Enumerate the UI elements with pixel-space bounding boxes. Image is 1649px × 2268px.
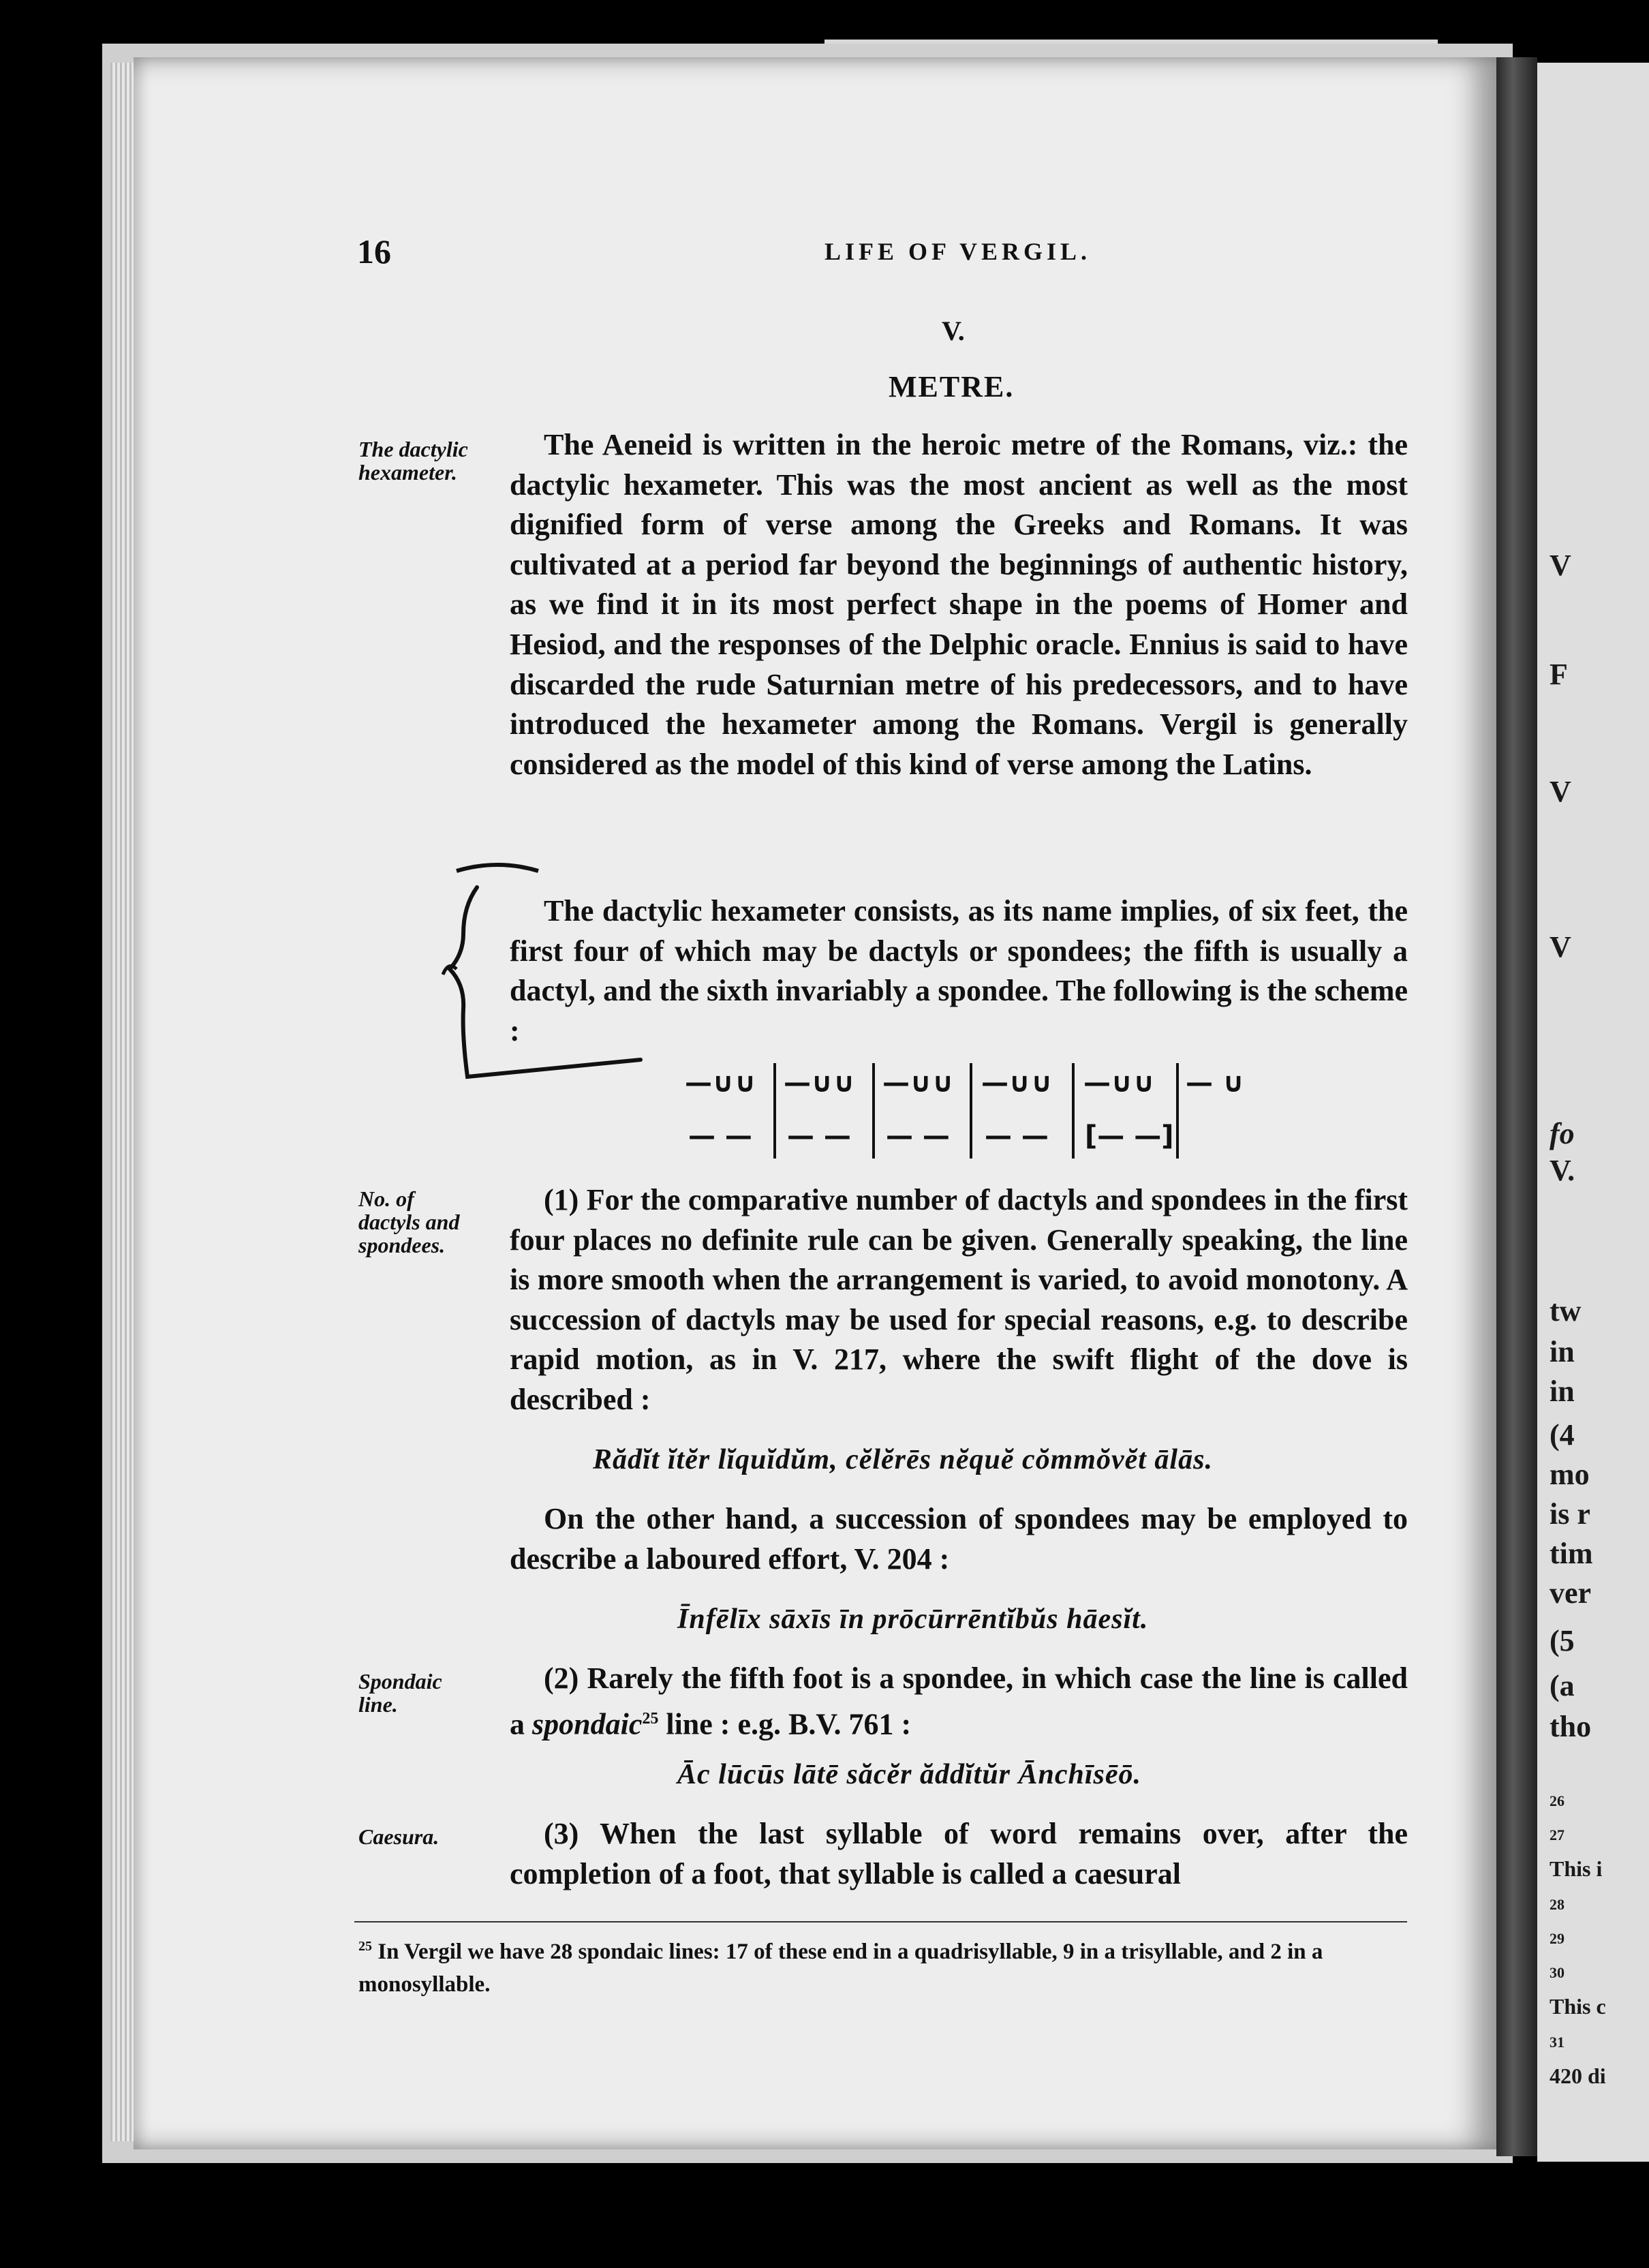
- facing-fragment: ver: [1550, 1576, 1592, 1610]
- paragraph-text: (1) For the comparative number of dactyls and spondees in the first four places no definite rule can be given. Generally speaking, the line is more smooth when the arrangement is varied, to avoid monotony. A succession of dactyls may be used for special reasons, e.g. to describe rapid motion, as in V. 217, where the swift flight of the dove is described :: [510, 1183, 1408, 1416]
- paragraph-dactyls: [510, 1180, 1408, 1420]
- side-note-dactylic-hexameter: [358, 438, 468, 484]
- verse-example-spondaic: Āc lūcūs lātē săcĕr ăddĭtŭr Ānchīsēō.: [677, 1759, 1142, 1790]
- handwritten-bracket-mark: [436, 845, 668, 1090]
- side-note-line: hexameter.: [358, 460, 457, 485]
- scheme-dactyl: —∪∪: [1083, 1067, 1155, 1099]
- facing-fragment: in: [1550, 1375, 1575, 1408]
- scheme-dactyl: —∪∪: [882, 1067, 954, 1099]
- facing-fragment: tho: [1550, 1710, 1592, 1743]
- facing-fragment: in: [1550, 1335, 1575, 1368]
- facing-fragment: V: [1550, 549, 1571, 582]
- paragraph-spondaic: [510, 1659, 1408, 1745]
- facing-fragment: mo: [1550, 1458, 1590, 1491]
- scheme-dactyl: —∪∪: [981, 1067, 1053, 1099]
- scheme-fifth-alternative: [— —]: [1085, 1120, 1174, 1152]
- footnote-text: In Vergil we have 28 spondaic lines: 17 of these end in a quadrisyllable, 9 in a trisyllable, and 2 in a monosyllable.: [358, 1940, 1323, 1997]
- footnote: [358, 1930, 1412, 2001]
- facing-fragment: fo: [1550, 1117, 1575, 1150]
- facing-fragment: V.: [1550, 1154, 1575, 1187]
- facing-fragment: F: [1550, 658, 1568, 691]
- facing-page-fragment: [1537, 63, 1649, 2162]
- term-spondaic: spondaic: [532, 1707, 643, 1741]
- paragraph-text: The Aeneid is written in the heroic metre of the Romans, viz.: the dactylic hexameter. This was the most ancient as well as the most dignified form of verse among the Greeks and Romans. It was cultivated at a period far beyond the beginnings of authentic history, as we find it in its most perfect shape in the poems of Homer and Hesiod, and the responses of the Delphic oracle. Ennius is said to have discarded the rude Saturnian metre of his predecessors, and to have introduced the hexameter among the Romans. Vergil is generally considered as the model of this kind of verse among the Latins.: [510, 428, 1408, 781]
- facing-fragment: V: [1550, 930, 1571, 964]
- side-note-spondaic-line: [358, 1670, 442, 1716]
- running-head: LIFE OF VERGIL.: [824, 238, 1092, 265]
- side-note-line: spondees.: [358, 1233, 446, 1257]
- facing-fragment: (5: [1550, 1624, 1575, 1657]
- page-number: 16: [357, 232, 391, 271]
- facing-fragment: tim: [1550, 1537, 1593, 1570]
- facing-fragment: tw: [1550, 1294, 1582, 1328]
- facing-fragment: (4: [1550, 1418, 1575, 1452]
- verse-example-spondees: Īnfēlīx sāxīs īn prōcūrrēntĭbŭs hāesĭt.: [677, 1604, 1149, 1635]
- facing-fragment: V: [1550, 775, 1571, 808]
- facing-fragment: 26: [1550, 1792, 1565, 1809]
- paragraph-intro: [510, 425, 1408, 784]
- facing-fragment: This i: [1550, 1856, 1603, 1881]
- scheme-sixth-foot: — ∪: [1186, 1067, 1245, 1099]
- paragraph-text: (3) When the last syllable of word remains over, after the completion of a foot, that syllable is called a caesural: [510, 1817, 1408, 1890]
- metrical-scheme: [681, 1056, 1261, 1176]
- facing-fragment: This c: [1550, 1994, 1606, 2019]
- facing-fragment: 31: [1550, 2034, 1565, 2051]
- footnote-reference: 25: [642, 1709, 659, 1728]
- paragraph-text: On the other hand, a succession of spondees may be employed to describe a laboured effort, V. 204 :: [510, 1502, 1408, 1576]
- scheme-spondee: — —: [886, 1120, 950, 1152]
- side-note-line: Caesura.: [358, 1824, 440, 1849]
- side-note-caesura: [358, 1825, 439, 1848]
- scheme-dactyl: —∪∪: [685, 1067, 756, 1099]
- section-number: V.: [942, 316, 965, 346]
- scheme-dactyl: —∪∪: [784, 1067, 855, 1099]
- side-note-dactyls-spondees: [358, 1187, 459, 1257]
- verse-example-dactyls: Rădĭt ĭtĕr lĭquĭdŭm, cĕlĕrēs nĕquĕ cŏmmŏvĕt ālās.: [593, 1444, 1213, 1475]
- scheme-diagram: [681, 1056, 1261, 1172]
- side-note-line: No. of: [358, 1186, 414, 1211]
- text-run: (2) Rarely the fifth foot is a spondee, in which case the line is called a: [510, 1661, 1408, 1741]
- scheme-spondee: — —: [985, 1120, 1049, 1152]
- scheme-spondee: — —: [787, 1120, 851, 1152]
- paragraph-caesura: [510, 1814, 1408, 1894]
- footnote-marker: 25: [358, 1939, 372, 1954]
- facing-fragment: 420 di: [1550, 2064, 1606, 2088]
- section-title: METRE.: [889, 370, 1015, 403]
- side-note-line: The dactylic: [358, 437, 468, 461]
- scheme-spondee: — —: [688, 1120, 752, 1152]
- paragraph-spondees: [510, 1499, 1408, 1579]
- facing-fragment: 29: [1550, 1930, 1565, 1947]
- facing-fragment: 27: [1550, 1826, 1565, 1843]
- page-stack-edges: [110, 63, 135, 2141]
- facing-fragment: 30: [1550, 1964, 1565, 1981]
- paragraph-text: [510, 1659, 1408, 1745]
- footnote-rule: [354, 1921, 1407, 1922]
- side-note-line: Spondaic: [358, 1669, 442, 1694]
- facing-fragment: is r: [1550, 1497, 1590, 1531]
- side-note-line: dactyls and: [358, 1210, 460, 1234]
- text-run: line : e.g. B.V. 761 :: [658, 1707, 912, 1741]
- book-gutter: [1496, 57, 1537, 2156]
- paragraph-text: The dactylic hexameter consists, as its name implies, of six feet, the first four of which may be dactyls or spondees; the fifth is usually a dactyl, and the sixth invariably a spondee. The following is the scheme :: [510, 894, 1408, 1047]
- facing-fragment: 28: [1550, 1896, 1565, 1913]
- side-note-line: line.: [358, 1692, 398, 1717]
- facing-fragment: (a: [1550, 1669, 1575, 1702]
